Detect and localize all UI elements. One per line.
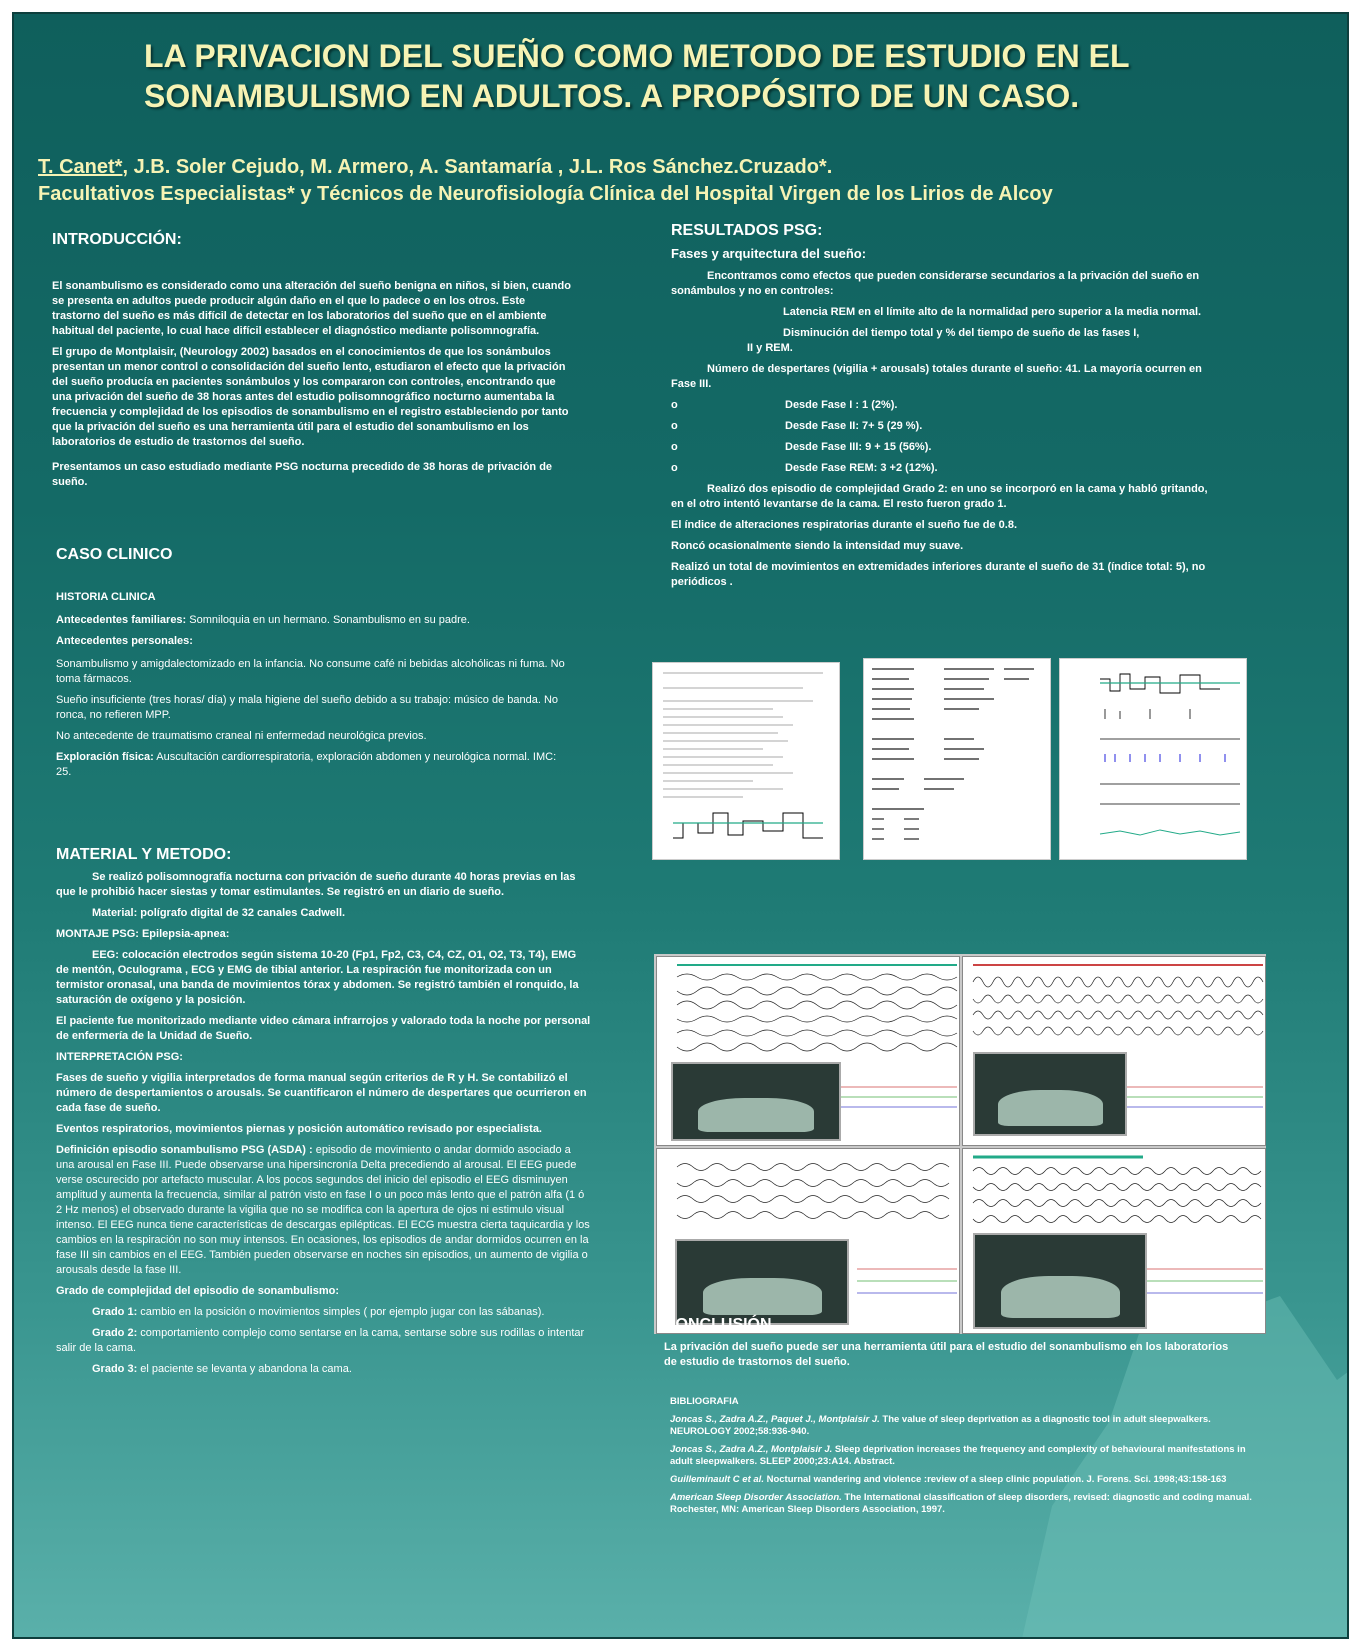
material-heading: MATERIAL Y METODO: xyxy=(56,846,232,863)
def-text: episodio de movimiento o andar dormido asociado a una arousal en Fase III. Puede observarse una hipersincronía Delta precediendo al arousal. El EEG puede verse oscurecido por artefacto muscular. A los pocos segundos del inicio del episodio el EEG disminuyen amplitud y aumenta la frecuencia, similar al patrón visto en fase I o un poco más lento que el patrón alfa (1 ó 2 Hz menos) el observado durante la vigilia que no se modifica con la apertura de ojos ni estimulo visual intenso. El EEG nunca tiene características de descargas epilépticas. El ECG muestra cierta taquicardia y los cambios en la respiración no son muy intensos. En ocasiones, los episodios de andar dormidos ocurren en la fase III sin cambios en el EEG. También pueden observarse en noches sin episodios, un aumento de vigilia o arousals desde la fase III. xyxy=(56,1144,590,1276)
res-p1: Encontramos como efectos que pueden considerarse secundarios a la privación del sueño en sonámbulos y no en controles: xyxy=(671,270,1200,297)
reference-text: Sleep deprivation increases the frequency and complexity of behavioural manifestations in adult sleepwalkers. SLEEP 2000;23:A14. Abstract. xyxy=(670,1444,1246,1467)
reference-text: Nocturnal wandering and violence :review of a sleep clinic population. J. Forens. Sci. 1998;43:158-163 xyxy=(763,1474,1227,1485)
fam-text: Somniloquia en un hermano. Sonambulismo en su padre. xyxy=(186,614,470,626)
psg-panel-4 xyxy=(962,1148,1266,1334)
pers-label: Antecedentes personales: xyxy=(56,635,193,647)
pers-3: No antecedente de traumatismo craneal ni enfermedad neurológica previos. xyxy=(56,730,427,742)
bullet-text: Desde Fase III: 9 + 15 (56%). xyxy=(785,441,932,453)
bullet-4 xyxy=(671,461,1211,476)
reference-authors: American Sleep Disorder Association. xyxy=(670,1492,842,1503)
material-p2: Material: polígrafo digital de 32 canales Cadwell. xyxy=(92,907,346,919)
conclusion-section xyxy=(664,1317,1244,1376)
bullet-mark: o xyxy=(671,420,678,432)
res-p3a: Disminución del tiempo total y % del tiempo de sueño de las fases I, xyxy=(783,327,1140,339)
intro-p3: Presentamos un caso estudiado mediante PSG nocturna precedido de 38 horas de privación de sueño. xyxy=(52,461,553,488)
psg-panel-2 xyxy=(962,956,1266,1146)
video-frame-1 xyxy=(671,1062,841,1141)
bed-shape xyxy=(703,1278,822,1315)
psg-panel-1 xyxy=(656,956,960,1146)
bullet-3 xyxy=(671,440,1211,455)
video-psg-figure xyxy=(654,954,1266,1334)
caso-heading: CASO CLINICO xyxy=(56,546,173,563)
title-line-2: SONAMBULISMO EN ADULTOS. A PROPÓSITO DE UN CASO. xyxy=(144,78,1080,114)
resultados-heading: RESULTADOS PSG: xyxy=(671,222,823,239)
bullet-text: Desde Fase I : 1 (2%). xyxy=(785,399,898,411)
reference-1 xyxy=(670,1414,1270,1438)
expl-label: Exploración física: xyxy=(56,751,154,763)
montaje-heading: MONTAJE PSG: Epilepsia-apnea: xyxy=(56,928,230,940)
polygraph-summary-figure xyxy=(1059,658,1247,860)
poster-title xyxy=(144,36,1274,116)
intro-section xyxy=(52,232,572,496)
bullet-mark: o xyxy=(671,441,678,453)
material-p5: Fases de sueño y vigilia interpretados de forma manual según criterios de R y H. Se contabilizó el número de despertamientos o arousals. Se cuantificaron el número de despertares que ocurrieron en cada fase de sueño. xyxy=(56,1072,587,1114)
other-authors: , J.B. Soler Cejudo, M. Armero, A. Santamaría , J.L. Ros Sánchez.Cruzado*. xyxy=(122,156,833,178)
res-p4: Número de despertares (vigilia + arousals) totales durante el sueño: 41. La mayoría ocurren en Fase III. xyxy=(671,363,1202,390)
pers-2: Sueño insuficiente (tres horas/ día) y mala higiene del sueño debido a su trabajo: músico de banda. No ronca, no refieren MPP. xyxy=(56,694,559,721)
resultados-subheading: Fases y arquitectura del sueño: xyxy=(671,246,867,261)
conclusion-heading: CONCLUSIÓN xyxy=(664,1316,772,1333)
poster xyxy=(12,12,1349,1639)
bibliography-heading: BIBLIOGRAFIA xyxy=(670,1396,739,1407)
res-p6: El índice de alteraciones respiratorias durante el sueño fue de 0.8. xyxy=(671,519,1018,531)
g1-text: cambio en la posición o movimientos simples ( por ejemplo jugar con las sábanas). xyxy=(137,1306,545,1318)
pers-1: Sonambulismo y amigdalectomizado en la infancia. No consume café ni bebidas alcohólicas ni fuma. No toma fármacos. xyxy=(56,658,565,685)
bullet-text: Desde Fase II: 7+ 5 (29 %). xyxy=(785,420,923,432)
video-frame-2 xyxy=(973,1052,1127,1136)
res-p8: Realizó un total de movimientos en extremidades inferiores durante el sueño de 31 (índice total: 5), no periódicos . xyxy=(671,561,1206,588)
resultados-section xyxy=(671,223,1211,596)
bibliography-section xyxy=(670,1396,1270,1522)
g3-label: Grado 3: xyxy=(92,1363,138,1375)
bullet-text: Desde Fase REM: 3 +2 (12%). xyxy=(785,462,938,474)
statistics-table-figure xyxy=(863,658,1051,860)
material-p1: Se realizó polisomnografía nocturna con privación de sueño durante 40 horas previas en las que le prohibió hacer siestas y tomar estimulantes. Se registró en un diario de sueño. xyxy=(56,871,576,898)
intro-p1: El sonambulismo es considerado como una alteración del sueño benigna en niños, si bien, cuando se presenta en adultos puede producir algún daño en el que lo padece o en los otros. Este trastorno del sueño es más difícil de detectar en los laboratorios del sueño que en el ambiente habitual del paciente, lo cual hace difícil establecer el diagnóstico mediante polisomnografía. xyxy=(52,280,571,337)
intro-p2: El grupo de Montplaisir, (Neurology 2002) basados en el conocimientos de que los sonámbulos presentan un menor control o consolidación del sueño lento, estudiaron el efecto que la privación del sueño producía en pacientes sonámbulos y los compararon con controles, encontrando que una privación del sueño de 38 horas antes del estudio polisomnográfico nocturno aumentaba la frecuencia y complejidad de los episodios de sonambulismo en el registro estableciendo por tanto que la privación del sueño es una herramienta útil para el estudio del sonambulismo en los laboratorios de estudio de trastornos del sueño. xyxy=(52,346,569,448)
video-frame-3 xyxy=(675,1239,849,1325)
material-p6: Eventos respiratorios, movimientos piernas y posición automático revisado por especialista. xyxy=(56,1123,542,1135)
bed-shape xyxy=(698,1098,814,1132)
reference-4 xyxy=(670,1492,1270,1516)
historia-heading: HISTORIA CLINICA xyxy=(56,591,156,603)
hypnogram-table-figure xyxy=(652,662,840,860)
bed-shape xyxy=(998,1090,1103,1126)
bullet-2 xyxy=(671,419,1211,434)
reference-authors: Guilleminault C et al. xyxy=(670,1474,764,1485)
intro-heading: INTRODUCCIÓN: xyxy=(52,231,182,248)
interp-heading: INTERPRETACIÓN PSG: xyxy=(56,1051,183,1063)
authors-block xyxy=(38,154,1318,208)
video-frame-4 xyxy=(973,1233,1147,1329)
first-author: T. Canet* xyxy=(38,156,123,178)
res-p7: Roncó ocasionalmente siendo la intensidad muy suave. xyxy=(671,540,964,552)
reference-3 xyxy=(670,1474,1270,1486)
bullet-mark: o xyxy=(671,462,678,474)
conclusion-text: La privación del sueño puede ser una herramienta útil para el estudio del sonambulismo en los laboratorios de estudio de trastornos del sueño. xyxy=(664,1341,1229,1368)
reference-text: The International classification of sleep disorders, revised: diagnostic and coding manual. Rochester, MN: American Sleep Disorders Association, 1997. xyxy=(670,1492,1252,1515)
g3-text: el paciente se levanta y abandona la cama. xyxy=(137,1363,352,1375)
material-p4: El paciente fue monitorizado mediante video cámara infrarrojos y valorado toda la noche por personal de enfermería de la Unidad de Sueño. xyxy=(56,1015,591,1042)
reference-2 xyxy=(670,1444,1270,1468)
res-p5: Realizó dos episodio de complejidad Grado 2: en uno se incorporó en la cama y habló gritando, en el otro intentó levantarse de la cama. El resto fueron grado 1. xyxy=(671,483,1208,510)
material-section xyxy=(56,847,591,1383)
bed-shape xyxy=(1001,1276,1120,1317)
reference-text: The value of sleep deprivation as a diagnostic tool in adult sleepwalkers. NEUROLOGY 2002;58:936-940. xyxy=(670,1414,1211,1437)
grado-heading: Grado de complejidad del episodio de sonambulismo: xyxy=(56,1285,339,1297)
caso-section xyxy=(56,547,566,786)
bullet-mark: o xyxy=(671,399,678,411)
res-p2: Latencia REM en el límite alto de la normalidad pero superior a la media normal. xyxy=(783,306,1202,318)
g2-label: Grado 2: xyxy=(92,1327,138,1339)
reference-authors: Joncas S., Zadra A.Z., Paquet J., Montplaisir J. xyxy=(670,1414,880,1425)
fam-label: Antecedentes familiares: xyxy=(56,614,187,626)
psg-panel-3 xyxy=(656,1148,960,1334)
g1-label: Grado 1: xyxy=(92,1306,138,1318)
res-p3b: II y REM. xyxy=(747,342,793,354)
material-p3: EEG: colocación electrodos según sistema 10-20 (Fp1, Fp2, C3, C4, CZ, O1, O2, T3, T4), EMG de mentón, Oculograma , ECG y EMG de tibial anterior. La respiración fue monitorizada con un termistor oronasal, una banda de movimientos tórax y abdomen. Se registró también el ronquido, la saturación de oxígeno y la posición. xyxy=(56,949,579,1006)
reference-authors: Joncas S., Zadra A.Z., Montplaisir J. xyxy=(670,1444,833,1455)
polygraph-figure-graphic xyxy=(1060,659,1246,859)
bullet-1 xyxy=(671,398,1211,413)
g2-text: comportamiento complejo como sentarse en la cama, sentarse sobre sus rodillas o intentar salir de la cama. xyxy=(56,1327,585,1354)
stats-figure-graphic xyxy=(864,659,1050,859)
title-line-1: LA PRIVACION DEL SUEÑO COMO METODO DE ESTUDIO EN EL xyxy=(144,38,1130,74)
affiliation: Facultativos Especialistas* y Técnicos de Neurofisiología Clínica del Hospital Virgen de los Lirios de Alcoy xyxy=(38,183,1053,205)
def-label: Definición episodio sonambulismo PSG (ASDA) : xyxy=(56,1144,313,1156)
table-figure-graphic xyxy=(653,663,839,859)
expl-text: Auscultación cardiorrespiratoria, exploración abdomen y neurológica normal. IMC: 25. xyxy=(56,751,557,778)
